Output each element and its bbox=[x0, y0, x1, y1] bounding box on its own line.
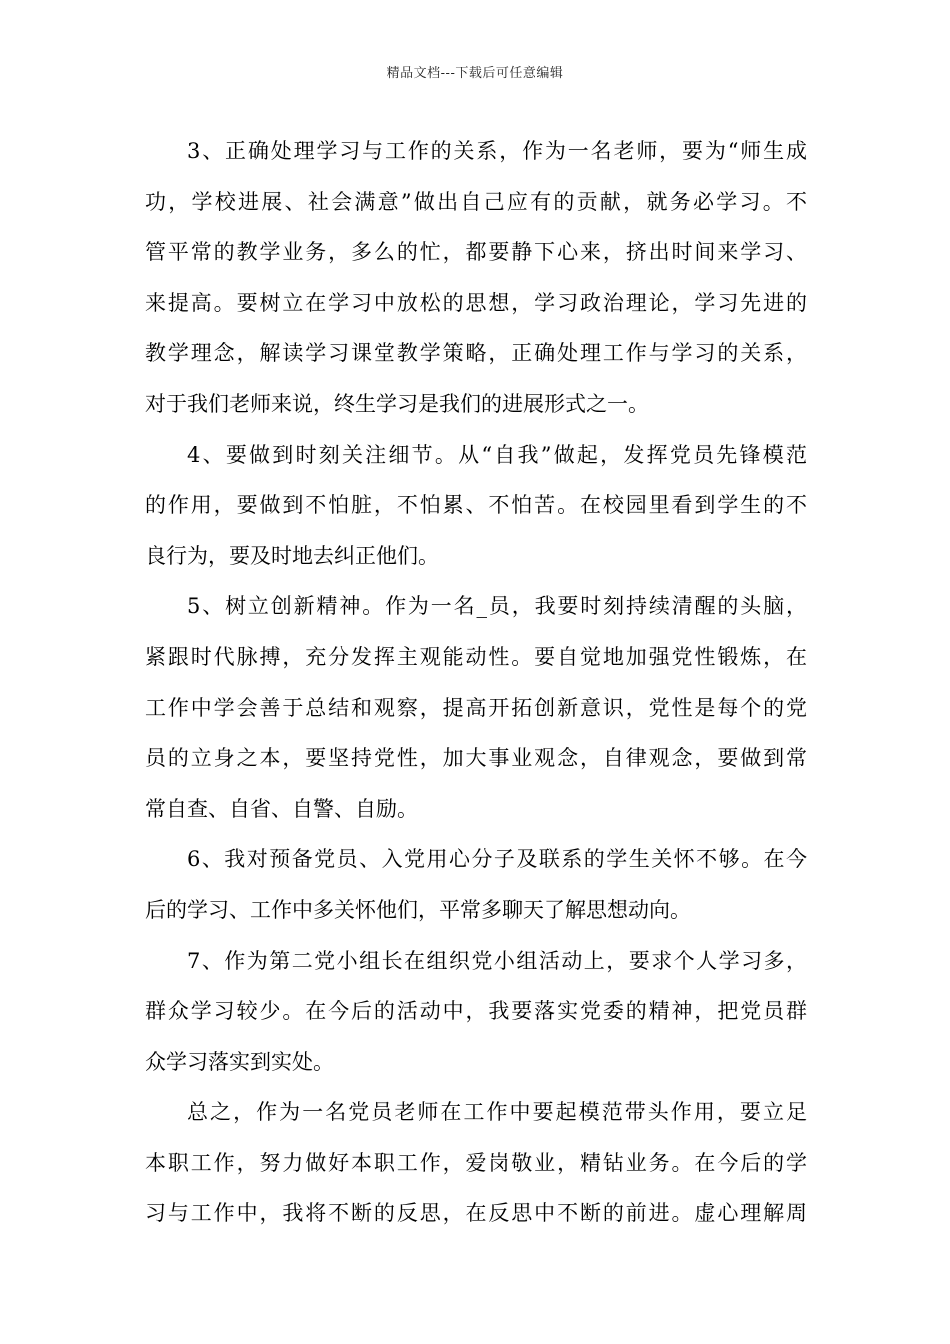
text-line: 总之，作为一名党员老师在工作中要起模范带头作用，要立足 bbox=[187, 1100, 807, 1125]
text-line: 本职工作，努力做好本职工作，爱岗敬业，精钻业务。在今后的学 bbox=[145, 1150, 807, 1175]
text-line: 群众学习较少。在今后的活动中，我要落实党委的精神，把党员群 bbox=[145, 999, 807, 1024]
text-line: 3、正确处理学习与工作的关系，作为一名老师，要为“师生成 bbox=[187, 139, 807, 163]
paragraph-7 bbox=[145, 936, 807, 1088]
text-line: 功，学校进展、社会满意”做出自己应有的贡献，就务必学习。不 bbox=[145, 189, 807, 214]
text-line: 6、我对预备党员、入党用心分子及联系的学生关怀不够。在今 bbox=[187, 847, 807, 872]
paragraph-3 bbox=[145, 126, 807, 430]
text-line: 7、作为第二党小组长在组织党小组活动上，要求个人学习多， bbox=[187, 948, 807, 973]
text-line: 4、要做到时刻关注细节。从“自我”做起，发挥党员先锋模范 bbox=[187, 442, 807, 467]
text-line: 后的学习、工作中多关怀他们，平常多聊天了解思想动向。 bbox=[145, 897, 691, 922]
paragraph-4 bbox=[145, 430, 807, 582]
text-line: 工作中学会善于总结和观察，提高开拓创新意识，党性是每个的党 bbox=[145, 695, 807, 720]
paragraph-summary bbox=[145, 1087, 807, 1239]
text-line: 5、树立创新精神。作为一名_员，我要时刻持续清醒的头脑， bbox=[187, 594, 807, 619]
page-header: 精品文档---下载后可任意编辑 bbox=[386, 66, 564, 81]
paragraph-5 bbox=[145, 581, 807, 834]
text-line: 教学理念，解读学习课堂教学策略，正确处理工作与学习的关系， bbox=[145, 341, 807, 366]
text-line: 员的立身之本，要坚持党性，加大事业观念，自律观念，要做到常 bbox=[145, 746, 807, 771]
text-line: 良行为，要及时地去纠正他们。 bbox=[145, 543, 439, 568]
text-line: 管平常的教学业务，多么的忙，都要静下心来，挤出时间来学习、 bbox=[145, 240, 807, 265]
text-line: 常自查、自省、自警、自励。 bbox=[145, 796, 418, 821]
text-line: 来提高。要树立在学习中放松的思想，学习政治理论，学习先进的 bbox=[145, 290, 807, 315]
text-line: 的作用，要做到不怕脏，不怕累、不怕苦。在校园里看到学生的不 bbox=[145, 493, 807, 518]
text-line: 习与工作中，我将不断的反思，在反思中不断的前进。虚心理解周 bbox=[145, 1201, 807, 1226]
text-line: 紧跟时代脉搏，充分发挥主观能动性。要自觉地加强党性锻炼，在 bbox=[145, 644, 807, 669]
text-line: 对于我们老师来说，终生学习是我们的进展形式之一。 bbox=[145, 391, 649, 416]
paragraph-6 bbox=[145, 834, 807, 935]
text-line: 众学习落实到实处。 bbox=[145, 1049, 334, 1074]
document-body bbox=[145, 126, 807, 1239]
